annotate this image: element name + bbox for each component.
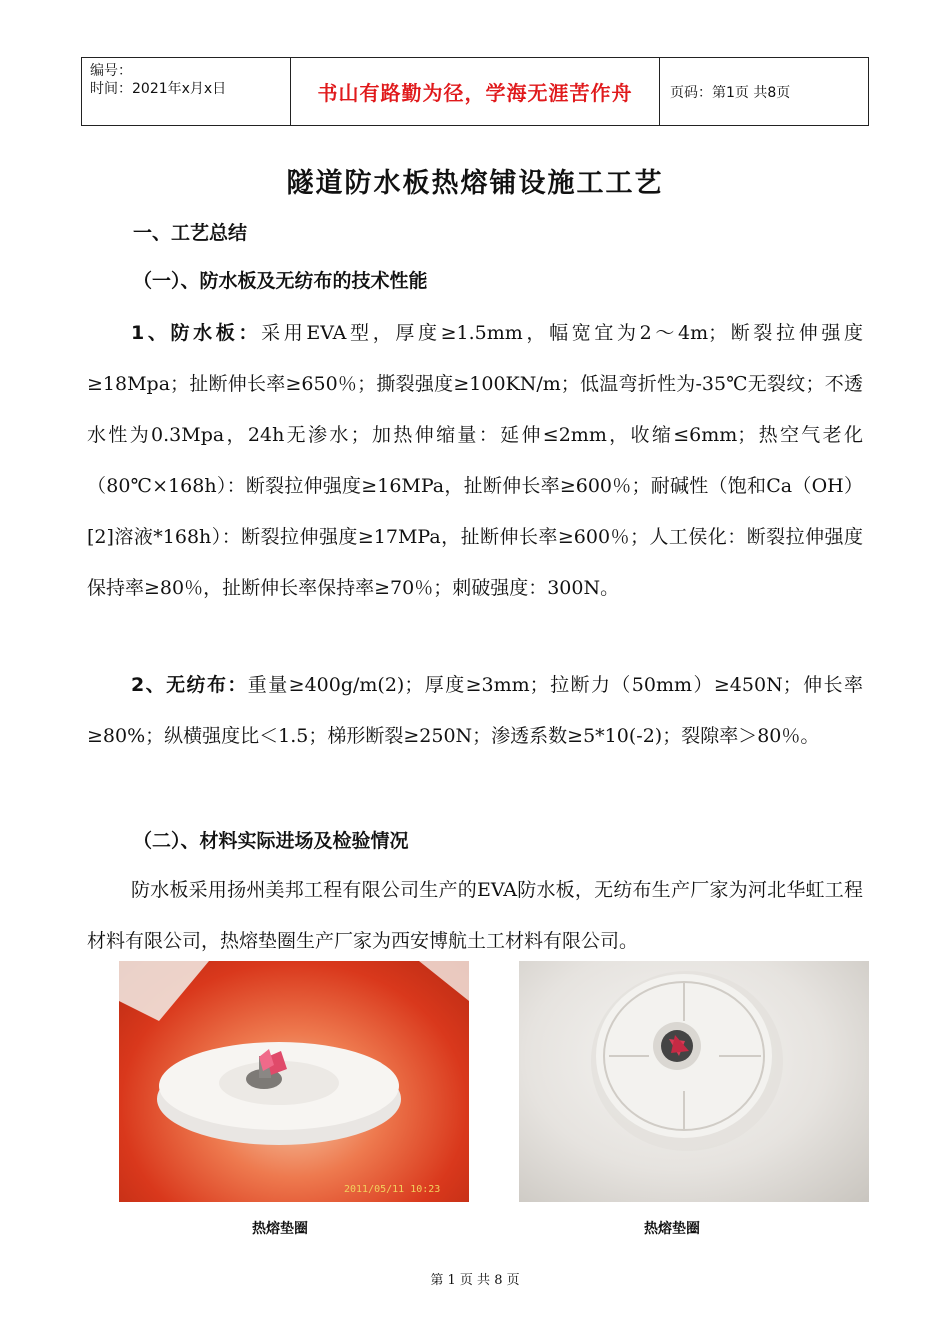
header-motto: 书山有路勤为径，学海无涯苦作舟	[291, 58, 660, 126]
photo-caption-2: 热熔垫圈	[644, 1221, 700, 1237]
page-footer: 第 1 页 共 8 页	[430, 1273, 520, 1288]
subsection-heading-2: （二）、材料实际进场及检验情况	[133, 830, 409, 852]
header-page-info: 页码：第1页 共8页	[660, 58, 869, 126]
paragraph-materials: 防水板采用扬州美邦工程有限公司生产的EVA防水板，无纺布生产厂家为河北华虹工程材料有限公司，热熔垫圈生产厂家为西安博航土工材料有限公司。	[87, 879, 863, 952]
section-heading-1: 一、工艺总结	[133, 222, 248, 244]
photo-washer-red	[119, 961, 469, 1202]
paragraph-lead: 2、无纺布：	[131, 674, 248, 696]
header-table	[81, 57, 869, 126]
paragraph-text: 采用EVA型，厚度≥1.5mm，幅宽宜为2～4m；断裂拉伸强度≥18Mpa；扯断伸长率≥650％；撕裂强度≥100KN/m；低温弯折性为-35℃无裂纹；不透水性为0.3Mpa，24h无渗水；加热伸缩量：延伸≤2mm，收缩≤6mm；热空气老化（80℃×168h）：断裂拉伸强度≥16MPa，扯断伸长率≥600％；耐碱性（饱和Ca（OH）[2]溶液*168h）：断裂拉伸强度≥17MPa，扯断伸长率≥600％；人工侯化：断裂拉伸强度保持率≥80％，扯断伸长率保持率≥70％；刺破强度：300N。	[87, 322, 863, 599]
paragraph-nonwoven	[87, 660, 863, 762]
photo-caption-1: 热熔垫圈	[252, 1221, 308, 1237]
paragraph-waterproof-board	[87, 308, 863, 614]
photo-timestamp: 2011/05/11 10:23	[344, 1184, 441, 1195]
time-label: 时间：2021年x月x日	[90, 81, 227, 97]
header-left-cell	[82, 58, 291, 126]
page-title: 隧道防水板热熔铺设施工工艺	[286, 168, 664, 199]
subsection-heading-1: （一）、防水板及无纺布的技术性能	[133, 270, 428, 292]
photo-washer-white	[519, 961, 869, 1202]
washer-illustration	[519, 961, 869, 1202]
paragraph-lead: 1、防水板：	[131, 322, 262, 344]
washer-illustration	[119, 961, 469, 1202]
number-label: 编号：	[90, 63, 132, 79]
paragraph-text: 重量≥400g/m(2)；厚度≥3mm；拉断力（50mm）≥450N；伸长率≥80%；纵横强度比＜1.5；梯形断裂≥250N；渗透系数≥5*10(-2)；裂隙率＞80％。	[87, 674, 863, 747]
